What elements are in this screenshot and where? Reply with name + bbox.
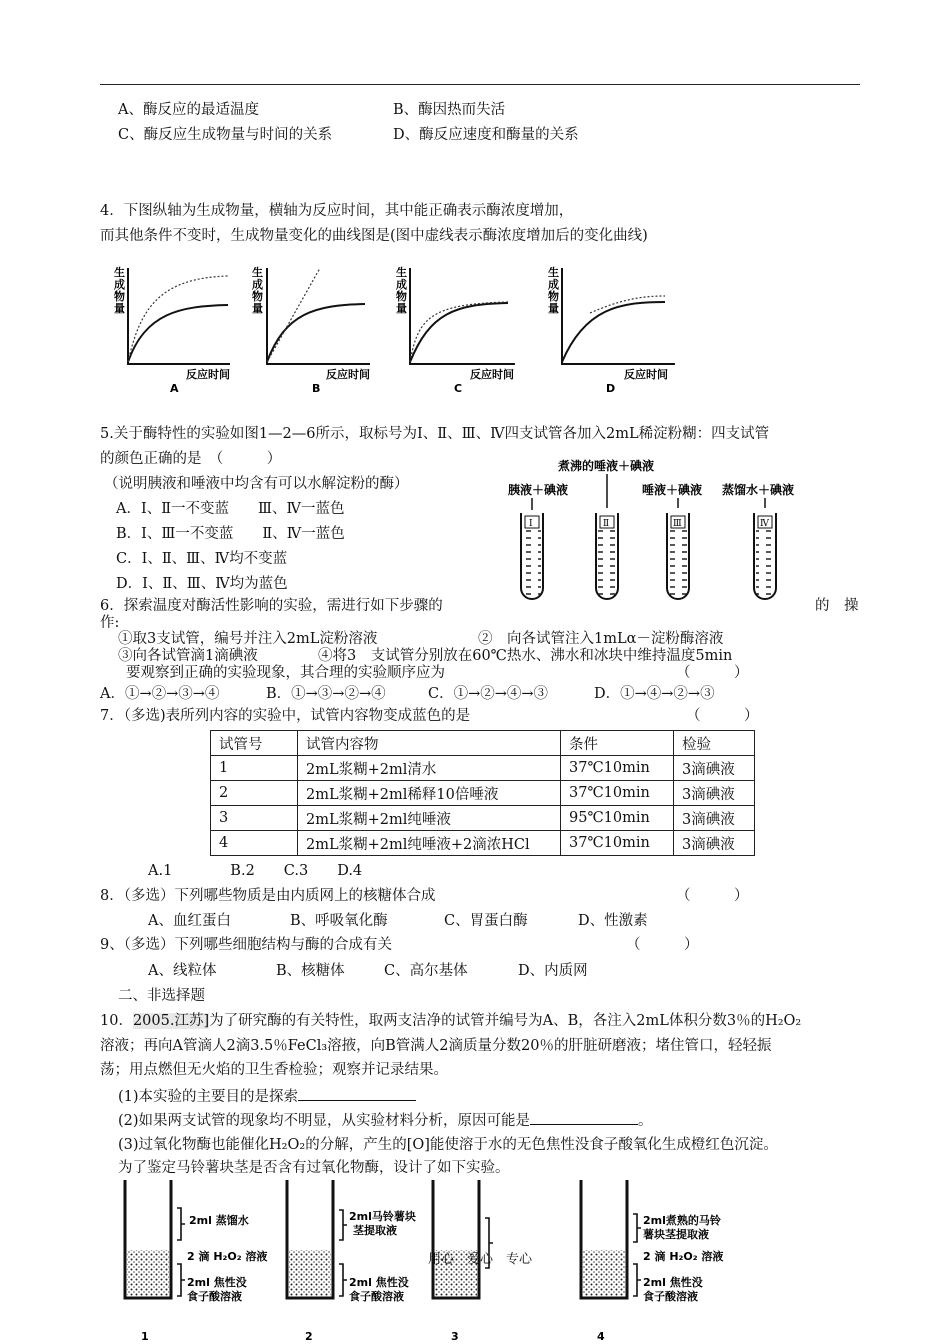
- svg-text:Ⅲ: Ⅲ: [673, 519, 682, 529]
- q5-fig-tube1-label: 胰液＋碘液: [508, 483, 569, 497]
- q6-step-4: ④将3 支试管分别放在60℃热水、沸水和冰块中维持温度5min: [318, 648, 733, 664]
- q10-number: 10．: [100, 1013, 133, 1029]
- q6-option-c: C．①→②→④→③: [428, 686, 549, 702]
- graph-d-xlabel: 反应时间: [624, 368, 668, 381]
- q5-tube-figure: [500, 458, 820, 608]
- q3-option-d: D、酶反应速度和酶量的关系: [393, 127, 579, 143]
- table-cell: 37℃10min: [561, 781, 674, 806]
- graph-a: [114, 265, 230, 395]
- table-cell: 3滴碘液: [674, 756, 755, 781]
- q4-text-1: 4．下图纵轴为生成物量，横轴为反应时间，其中能正确表示酶浓度增加，: [100, 203, 574, 219]
- graph-c-xlabel: 反应时间: [470, 368, 514, 381]
- q10-line-3: 荡；用点燃但无火焰的卫生香检验；观察并记录结果。: [100, 1062, 448, 1078]
- svg-text:Ⅱ: Ⅱ: [603, 519, 610, 529]
- svg-text:2ml 焦性没: 2ml 焦性没: [643, 1276, 703, 1289]
- svg-text:1: 1: [141, 1330, 149, 1343]
- q6-text-5: 要观察到正确的实验现象，其合理的实验顺序应为: [126, 665, 445, 681]
- table-cell: 1: [211, 756, 298, 781]
- svg-text:2 滴 H₂O₂ 溶液: 2 滴 H₂O₂ 溶液: [643, 1250, 724, 1263]
- svg-text:Ⅰ: Ⅰ: [529, 519, 533, 529]
- table-cell: 3: [211, 806, 298, 831]
- q5-fig-top-label: 煮沸的唾液＋碘液: [558, 459, 655, 473]
- q10-blank-1[interactable]: [298, 1086, 416, 1101]
- q6-text-1-end: 的 操: [815, 598, 859, 614]
- q8-text: 8．（多选）下列哪些物质是由内质网上的核糖体合成: [100, 888, 436, 904]
- q4-text-2: 而其他条件不变时，生成物量变化的曲线图是(图中虚线表示酶浓度增加后的变化曲线): [100, 228, 648, 244]
- table-cell: 2mL浆糊+2ml纯唾液+2滴浓HCl: [298, 831, 561, 856]
- svg-text:生成物量: 生成物量: [396, 266, 407, 315]
- table-cell: 2mL浆糊+2ml纯唾液: [298, 806, 561, 831]
- q8-option-c: C、胃蛋白酶: [444, 913, 528, 929]
- graph-c: [396, 265, 515, 395]
- svg-text:2 滴 H₂O₂ 溶液: 2 滴 H₂O₂ 溶液: [187, 1250, 268, 1263]
- table-header: 检验: [674, 731, 755, 756]
- table-cell: 3滴碘液: [674, 806, 755, 831]
- q7-options: A.1 B.2 C.3 D.4: [148, 863, 363, 879]
- graph-b-xlabel: 反应时间: [326, 368, 370, 381]
- header-rule: [100, 84, 860, 85]
- q10-line-2: 溶液；再向A管滴人2滴3.5％FeCl₃溶掖，向B管满人2滴质量分数20％的肝脏研磨液；堵住管口，轻轻振: [100, 1038, 772, 1054]
- q8-option-a: A、血红蛋白: [148, 913, 231, 929]
- q10-line-1-text: 为了研究酶的有关特性，取两支洁净的试管并编号为A、B，各注入2mL体积分数3％的H₂O₂: [209, 1013, 802, 1029]
- q9-option-d: D、内质网: [518, 963, 588, 979]
- footer-text: 用心 爱心 专心: [428, 1252, 533, 1267]
- table-cell: 3滴碘液: [674, 781, 755, 806]
- q10-blank-2[interactable]: [530, 1110, 638, 1125]
- q10-source: 2005.江苏]: [132, 1013, 210, 1029]
- graph-d-label: D: [606, 382, 616, 395]
- q6-step-3: ③向各试管滴1滴碘液: [118, 648, 258, 664]
- q5-option-b: B．Ⅰ、Ⅲ一不变蓝 Ⅱ、Ⅳ一蓝色: [116, 526, 345, 542]
- svg-text:2ml煮熟的马铃: 2ml煮熟的马铃: [643, 1214, 721, 1227]
- table-cell: 2mL浆糊+2ml清水: [298, 756, 561, 781]
- table-row: [211, 756, 755, 781]
- table-cell: 3滴碘液: [674, 831, 755, 856]
- q9-option-c: C、高尔基体: [384, 963, 468, 979]
- q9-text: 9、（多选）下列哪些细胞结构与酶的合成有关: [100, 937, 392, 953]
- q10-tube-4: [581, 1180, 723, 1343]
- q8-option-b: B、呼吸氧化酶: [290, 913, 388, 929]
- svg-text:3: 3: [451, 1330, 459, 1343]
- q8-option-d: D、性激素: [578, 913, 648, 929]
- table-cell: 2mL浆糊+2ml稀释10倍唾液: [298, 781, 561, 806]
- q10-sub-3b: 为了鉴定马铃薯块茎是否含有过氧化物酶，设计了如下实验。: [118, 1160, 510, 1176]
- table-cell: 4: [211, 831, 298, 856]
- svg-text:茎提取液: 茎提取液: [353, 1224, 397, 1237]
- svg-text:2ml 焦性没: 2ml 焦性没: [187, 1276, 247, 1289]
- q5-option-d: D．Ⅰ、Ⅱ、Ⅲ、Ⅳ均为蓝色: [116, 576, 288, 592]
- table-row: [211, 781, 755, 806]
- q10-tube-figure: [115, 1168, 724, 1344]
- q5-tube-1: [521, 513, 543, 599]
- graph-b: [252, 265, 370, 395]
- table-cell: 2: [211, 781, 298, 806]
- svg-text:生成物量: 生成物量: [548, 266, 559, 315]
- q5-tube-2: [596, 513, 618, 599]
- graph-d: [548, 265, 675, 395]
- q7-paren: （ ）: [686, 708, 759, 724]
- graph-a-ylabel: 生成物量: [114, 266, 125, 315]
- q6-paren: （ ）: [676, 665, 749, 681]
- table-cell: 95℃10min: [561, 806, 674, 831]
- table-cell: 37℃10min: [561, 831, 674, 856]
- svg-text:Ⅳ: Ⅳ: [760, 519, 769, 529]
- table-row: [211, 806, 755, 831]
- svg-text:2ml 焦性没: 2ml 焦性没: [349, 1276, 409, 1289]
- q5-text-2: 的颜色正确的是 （ ）: [100, 451, 282, 467]
- q5-fig-tube3-label: 唾液＋碘液: [642, 483, 703, 497]
- q10-tube-1: [125, 1180, 267, 1343]
- svg-text:2ml 蒸馏水: 2ml 蒸馏水: [189, 1214, 249, 1227]
- q6-option-a: A．①→②→③→④: [100, 686, 220, 702]
- q5-option-a: A．Ⅰ、Ⅱ一不变蓝 Ⅲ、Ⅳ一蓝色: [116, 501, 345, 517]
- svg-text:食子酸溶液: 食子酸溶液: [643, 1290, 698, 1303]
- q9-option-b: B、核糖体: [276, 963, 345, 979]
- q6-step-1: ①取3支试管，编号并注入2mL淀粉溶液: [118, 631, 378, 647]
- svg-text:食子酸溶液: 食子酸溶液: [187, 1290, 242, 1303]
- q6-text-1: 6．探索温度对酶活性影响的实验，需进行如下步骤的: [100, 598, 443, 614]
- table-cell: 37℃10min: [561, 756, 674, 781]
- q10-sub-3a: (3)过氧化物酶也能催化H₂O₂的分解，产生的[O]能使溶于水的无色焦性没食子酸氧化生成橙红色沉淀。: [118, 1137, 778, 1153]
- svg-text:4: 4: [597, 1330, 605, 1343]
- svg-text:食子酸溶液: 食子酸溶液: [349, 1290, 404, 1303]
- svg-text:生成物量: 生成物量: [252, 266, 263, 315]
- q9-paren: （ ）: [626, 937, 699, 953]
- q6-option-d: D．①→④→②→③: [594, 686, 715, 702]
- q7-table: [210, 730, 755, 856]
- q5-option-c: C．Ⅰ、Ⅱ、Ⅲ、Ⅳ均不变蓝: [116, 551, 288, 567]
- q8-paren: （ ）: [676, 888, 749, 904]
- q6-option-b: B．①→③→②→④: [266, 686, 386, 702]
- q9-option-a: A、线粒体: [148, 963, 217, 979]
- q10-sub-2: (2)如果两支试管的现象均不明显，从实验材料分析，原因可能是 。: [118, 1110, 653, 1131]
- q5-fig-tube4-label: 蒸馏水＋碘液: [722, 483, 795, 497]
- q5-note: （说明胰液和唾液中均含有可以水解淀粉的酶）: [104, 476, 409, 492]
- graph-a-xlabel: 反应时间: [186, 368, 230, 381]
- table-header: 试管号: [211, 731, 298, 756]
- q3-option-a: A、酶反应的最适温度: [118, 102, 259, 118]
- q6-text-2: 作:: [100, 615, 120, 631]
- graph-a-label: A: [170, 382, 179, 395]
- q6-step-2: ② 向各试管注入1mLα－淀粉酶溶液: [478, 631, 724, 647]
- q10-tube-2: [287, 1180, 416, 1343]
- q10-line-1: [100, 1011, 801, 1031]
- q5-tube-4: [754, 513, 776, 599]
- table-row: [211, 831, 755, 856]
- svg-text:2ml马铃薯块: 2ml马铃薯块: [349, 1210, 416, 1223]
- svg-text:薯块茎提取液: 薯块茎提取液: [643, 1228, 709, 1241]
- table-header-row: [211, 731, 755, 756]
- q5-tube-3: [667, 513, 689, 599]
- table-header: 试管内容物: [298, 731, 561, 756]
- q5-text-1: 5.关于酶特性的实验如图1—2—6所示，取标号为Ⅰ、Ⅱ、Ⅲ、Ⅳ四支试管各加入2mL稀淀粉糊：四支试管: [100, 426, 770, 442]
- section-heading: 二、非选择题: [118, 988, 205, 1004]
- q3-option-c: C、酶反应生成物量与时间的关系: [118, 127, 333, 143]
- svg-text:2: 2: [305, 1330, 313, 1343]
- graph-c-label: C: [454, 382, 463, 395]
- q10-sub-1: (1)本实验的主要目的是探索: [118, 1086, 416, 1107]
- q3-option-b: B、酶因热而失活: [393, 102, 506, 118]
- q4-graphs: [100, 258, 700, 398]
- q7-text: 7．（多选)表所列内容的实验中，试管内容物变成蓝色的是: [100, 708, 471, 724]
- table-header: 条件: [561, 731, 674, 756]
- graph-b-label: B: [312, 382, 321, 395]
